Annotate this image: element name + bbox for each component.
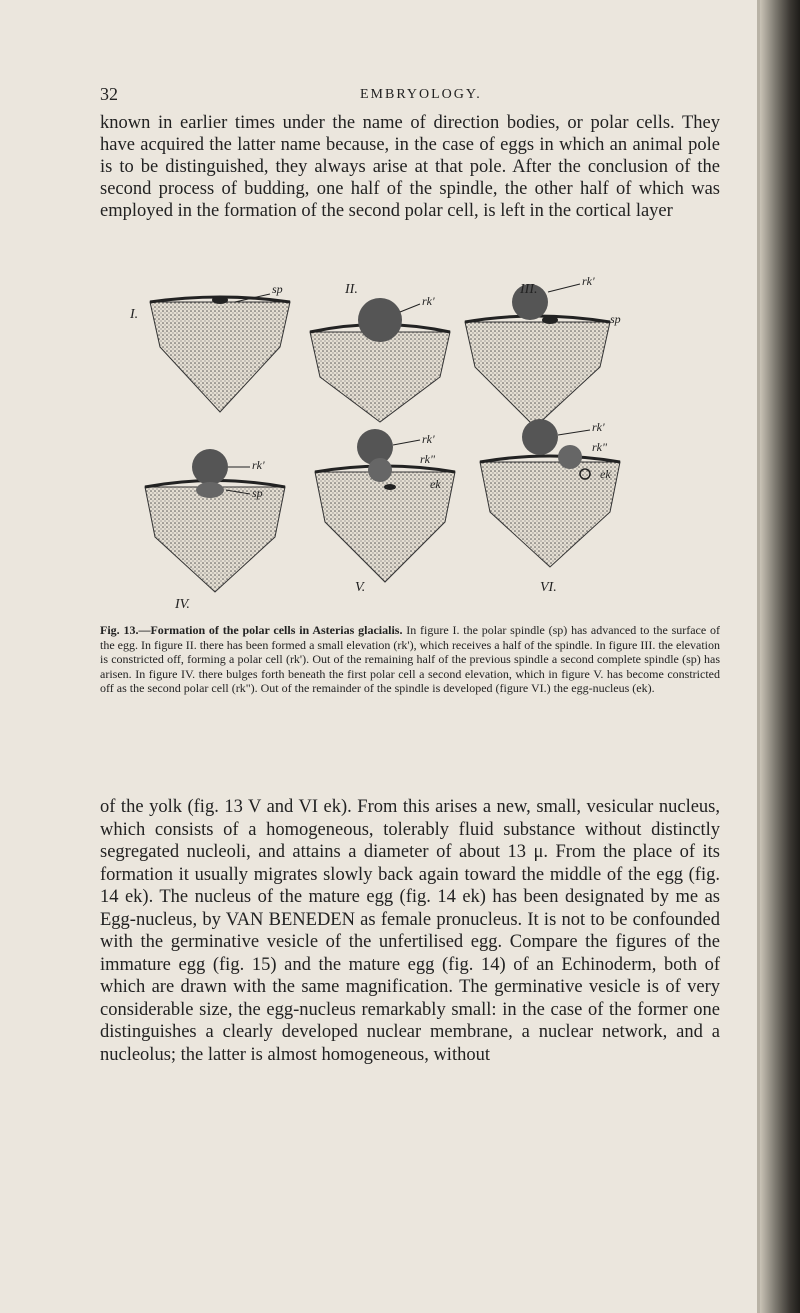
panel-label-4: IV. [175,597,190,612]
annotation-sp-1: sp [272,282,283,296]
book-spine-edge [760,0,800,1313]
panel-label-5: V. [355,580,366,595]
annotation-ek-6: ek [600,467,611,481]
annotation-rk2-6: rk" [592,440,608,454]
panel-3-drawing [465,284,610,427]
caption-text: In figure I. the polar spindle (sp) has advanced to the surface of the egg. In figure II. there has been formed a small elevation (rk'), which receives a half of the spindle. In figure III. the elevation is constricted off, forming a polar cell (rk'). Out of the remaining half of the previous spindle a second complete spindle (sp) has arisen. In figure IV. there bulges forth beneath the first polar cell a second elevation, which in figure V. has become constricted off as the second polar cell (rk"). Out of the remainder of the spindle is developed (figure VI.) the egg-nucleus (ek). [100,623,721,695]
paragraph-top: known in earlier times under the name of direction bodies, or polar cells. They have acquired the latter name because, in the case of eggs in which an animal pole is to be distinguished, they always arise at that pole. After the conclusion of the second process of budding, one half of the spindle, the other half of which was employed in the formation of the second polar cell, is left in the cortical layer [100,113,720,221]
caption-lead: Fig. 13.—Formation of the polar cells in Asterias glacialis. [100,623,403,637]
annotation-sp-3: sp [610,312,621,326]
figure-caption [100,623,720,696]
paragraph-bottom: of the yolk (fig. 13 V and VI ek). From this arises a new, small, vesicular nucleus, which consists of a homogeneous, tolerably fluid substance without distinctly segregated nucleoli, and attains a diameter of about 13 μ. From the place of its formation it usually migrates slowly back again toward the middle of the egg (fig. 14 ek). The nucleus of the mature egg (fig. 14 ek) has been designated by me as Egg-nucleus, by VAN BENEDEN as female pronucleus. It is not to be confounded with the germinative vesicle of the unfertilised egg. Compare the figures of the immature egg (fig. 15) and the mature egg (fig. 14) of an Echinoderm, both of which are drawn with the same magnification. The germinative vesicle is of very considerable size, the egg-nucleus remarkably small: in the case of the former one distinguishes a clearly developed nuclear membrane, a nuclear network, and a nucleolus; the latter is almost homogeneous, without [100,797,720,1065]
annotation-rk1-5: rk' [422,432,435,446]
page-header [100,84,720,108]
annotation-ek-5: ek [430,477,441,491]
running-head: EMBRYOLOGY. [360,87,482,102]
annotation-rk1-6: rk' [592,420,605,434]
panel-label-2: II. [345,282,358,297]
panel-2-drawing [310,298,450,422]
panel-1-drawing [150,294,290,412]
annotation-rk-3: rk' [582,274,595,288]
panel-label-1: I. [130,307,139,322]
annotation-sp-4: sp [252,486,263,500]
figure-13 [130,262,730,612]
page-number: 32 [100,84,118,104]
annotation-rk2-5: rk" [420,452,436,466]
panel-label-3: III. [520,282,538,297]
panel-label-6: VI. [540,580,557,595]
annotation-rk-4: rk' [252,458,265,472]
annotation-rk-2: rk' [422,294,435,308]
